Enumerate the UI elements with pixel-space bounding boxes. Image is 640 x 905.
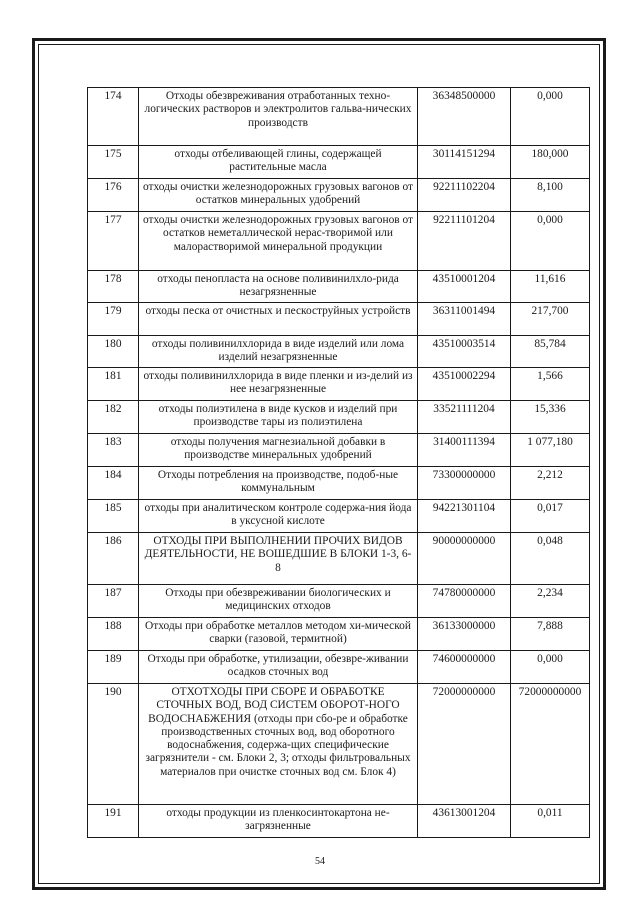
waste-table-body <box>88 88 590 838</box>
waste-code: 43510002294 <box>418 368 511 401</box>
waste-code: 74600000000 <box>418 651 511 684</box>
row-number: 189 <box>88 651 139 684</box>
waste-quantity: 72000000000 <box>511 684 590 805</box>
row-number: 178 <box>88 271 139 303</box>
waste-code: 43510003514 <box>418 336 511 368</box>
waste-quantity: 1,566 <box>511 368 590 401</box>
waste-quantity: 2,234 <box>511 585 590 618</box>
row-number: 183 <box>88 434 139 467</box>
waste-quantity: 0,017 <box>511 500 590 533</box>
row-number: 175 <box>88 146 139 179</box>
table-row <box>88 434 590 467</box>
waste-table <box>87 87 590 838</box>
waste-code: 90000000000 <box>418 533 511 585</box>
table-row <box>88 533 590 585</box>
page-number: 54 <box>315 856 325 867</box>
waste-name: ОТХОТХОДЫ ПРИ СБОРЕ И ОБРАБОТКЕ СТОЧНЫХ ВОД, ВОД СИСТЕМ ОБОРОТ-НОГО ВОДОСНАБЖЕНИЯ <box>148 686 400 725</box>
waste-name: Отходы потребления на производстве, подоб-ные коммунальным <box>139 467 418 500</box>
waste-code: 43510001204 <box>418 271 511 303</box>
table-row <box>88 651 590 684</box>
table-row <box>88 401 590 434</box>
waste-quantity: 2,212 <box>511 467 590 500</box>
waste-code: 74780000000 <box>418 585 511 618</box>
row-number: 185 <box>88 500 139 533</box>
row-number: 176 <box>88 179 139 212</box>
waste-code: 92211102204 <box>418 179 511 212</box>
waste-quantity: 217,700 <box>511 303 590 336</box>
row-number: 180 <box>88 336 139 368</box>
table-row <box>88 805 590 838</box>
table-row <box>88 212 590 271</box>
table-row <box>88 336 590 368</box>
table-row <box>88 467 590 500</box>
table-row <box>88 146 590 179</box>
table-row <box>88 500 590 533</box>
waste-quantity: 0,048 <box>511 533 590 585</box>
waste-name: отходы полиэтилена в виде кусков и изделий при производстве тары из полиэтилена <box>139 401 418 434</box>
table-row <box>88 368 590 401</box>
waste-quantity: 180,000 <box>511 146 590 179</box>
waste-name: Отходы при обезвреживании биологических и медицинских отходов <box>139 585 418 618</box>
waste-code: 72000000000 <box>418 684 511 805</box>
waste-quantity: 85,784 <box>511 336 590 368</box>
waste-name: отходы отбеливающей глины, содержащей растительные масла <box>139 146 418 179</box>
table-row <box>88 271 590 303</box>
waste-quantity: 0,000 <box>511 88 590 146</box>
row-number: 187 <box>88 585 139 618</box>
row-number: 190 <box>88 684 139 805</box>
waste-code: 36311001494 <box>418 303 511 336</box>
waste-name-note: (отходы при сбо-ре и обработке производственных сточных вод, вод оборотного водоснабжения, содержа-щих специфические загрязнители - см. Блоки 2, 3; отходы фильтровальных материалов при очистке сточных вод см. Блок 4) <box>145 712 411 778</box>
waste-code: 36133000000 <box>418 618 511 651</box>
row-number: 179 <box>88 303 139 336</box>
waste-code: 73300000000 <box>418 467 511 500</box>
waste-code: 31400111394 <box>418 434 511 467</box>
row-number: 174 <box>88 88 139 146</box>
waste-name: отходы поливинилхлорида в виде изделий или лома изделий незагрязненные <box>139 336 418 368</box>
waste-name: отходы при аналитическом контроле содержа-ния йода в уксусной кислоте <box>139 500 418 533</box>
waste-name: отходы пенопласта на основе поливинилхло-рида незагрязненные <box>139 271 418 303</box>
row-number: 184 <box>88 467 139 500</box>
table-row <box>88 684 590 805</box>
waste-name: отходы получения магнезиальной добавки в производстве минеральных удобрений <box>139 434 418 467</box>
waste-quantity: 0,000 <box>511 651 590 684</box>
waste-name: Отходы обезвреживания отработанных техно-логических растворов и электролитов гальва-нических производств <box>139 88 418 146</box>
row-number: 177 <box>88 212 139 271</box>
table-row <box>88 618 590 651</box>
waste-name: Отходы при обработке, утилизации, обезвре-живании осадков сточных вод <box>139 651 418 684</box>
waste-quantity: 0,011 <box>511 805 590 838</box>
row-number: 186 <box>88 533 139 585</box>
waste-code: 92211101204 <box>418 212 511 271</box>
waste-name: отходы песка от очистных и пескоструйных устройств <box>139 303 418 336</box>
waste-name: отходы поливинилхлорида в виде пленки и из-делий из нее незагрязненные <box>139 368 418 401</box>
waste-name: отходы очистки железнодорожных грузовых вагонов от остатков неметаллической нерас-творимой или малорастворимой минеральной продукции <box>139 212 418 271</box>
table-row <box>88 179 590 212</box>
waste-name: Отходы при обработке металлов методом хи-мической сварки (газовой, термитной) <box>139 618 418 651</box>
table-row <box>88 585 590 618</box>
waste-name-cell <box>139 684 418 805</box>
waste-code: 94221301104 <box>418 500 511 533</box>
row-number: 191 <box>88 805 139 838</box>
waste-quantity: 7,888 <box>511 618 590 651</box>
waste-code: 36348500000 <box>418 88 511 146</box>
row-number: 188 <box>88 618 139 651</box>
waste-quantity: 8,100 <box>511 179 590 212</box>
row-number: 182 <box>88 401 139 434</box>
waste-quantity: 15,336 <box>511 401 590 434</box>
waste-quantity: 0,000 <box>511 212 590 271</box>
waste-name: отходы продукции из пленкосинтокартона не-загрязненные <box>139 805 418 838</box>
waste-code: 30114151294 <box>418 146 511 179</box>
waste-code: 33521111204 <box>418 401 511 434</box>
table-row <box>88 88 590 146</box>
waste-code: 43613001204 <box>418 805 511 838</box>
waste-quantity: 1 077,180 <box>511 434 590 467</box>
table-row <box>88 303 590 336</box>
waste-name: ОТХОДЫ ПРИ ВЫПОЛНЕНИИ ПРОЧИХ ВИДОВ ДЕЯТЕЛЬНОСТИ, НЕ ВОШЕДШИЕ В БЛОКИ 1-3, 6-8 <box>139 533 418 585</box>
row-number: 181 <box>88 368 139 401</box>
waste-name: отходы очистки железнодорожных грузовых вагонов от остатков минеральных удобрений <box>139 179 418 212</box>
waste-quantity: 11,616 <box>511 271 590 303</box>
